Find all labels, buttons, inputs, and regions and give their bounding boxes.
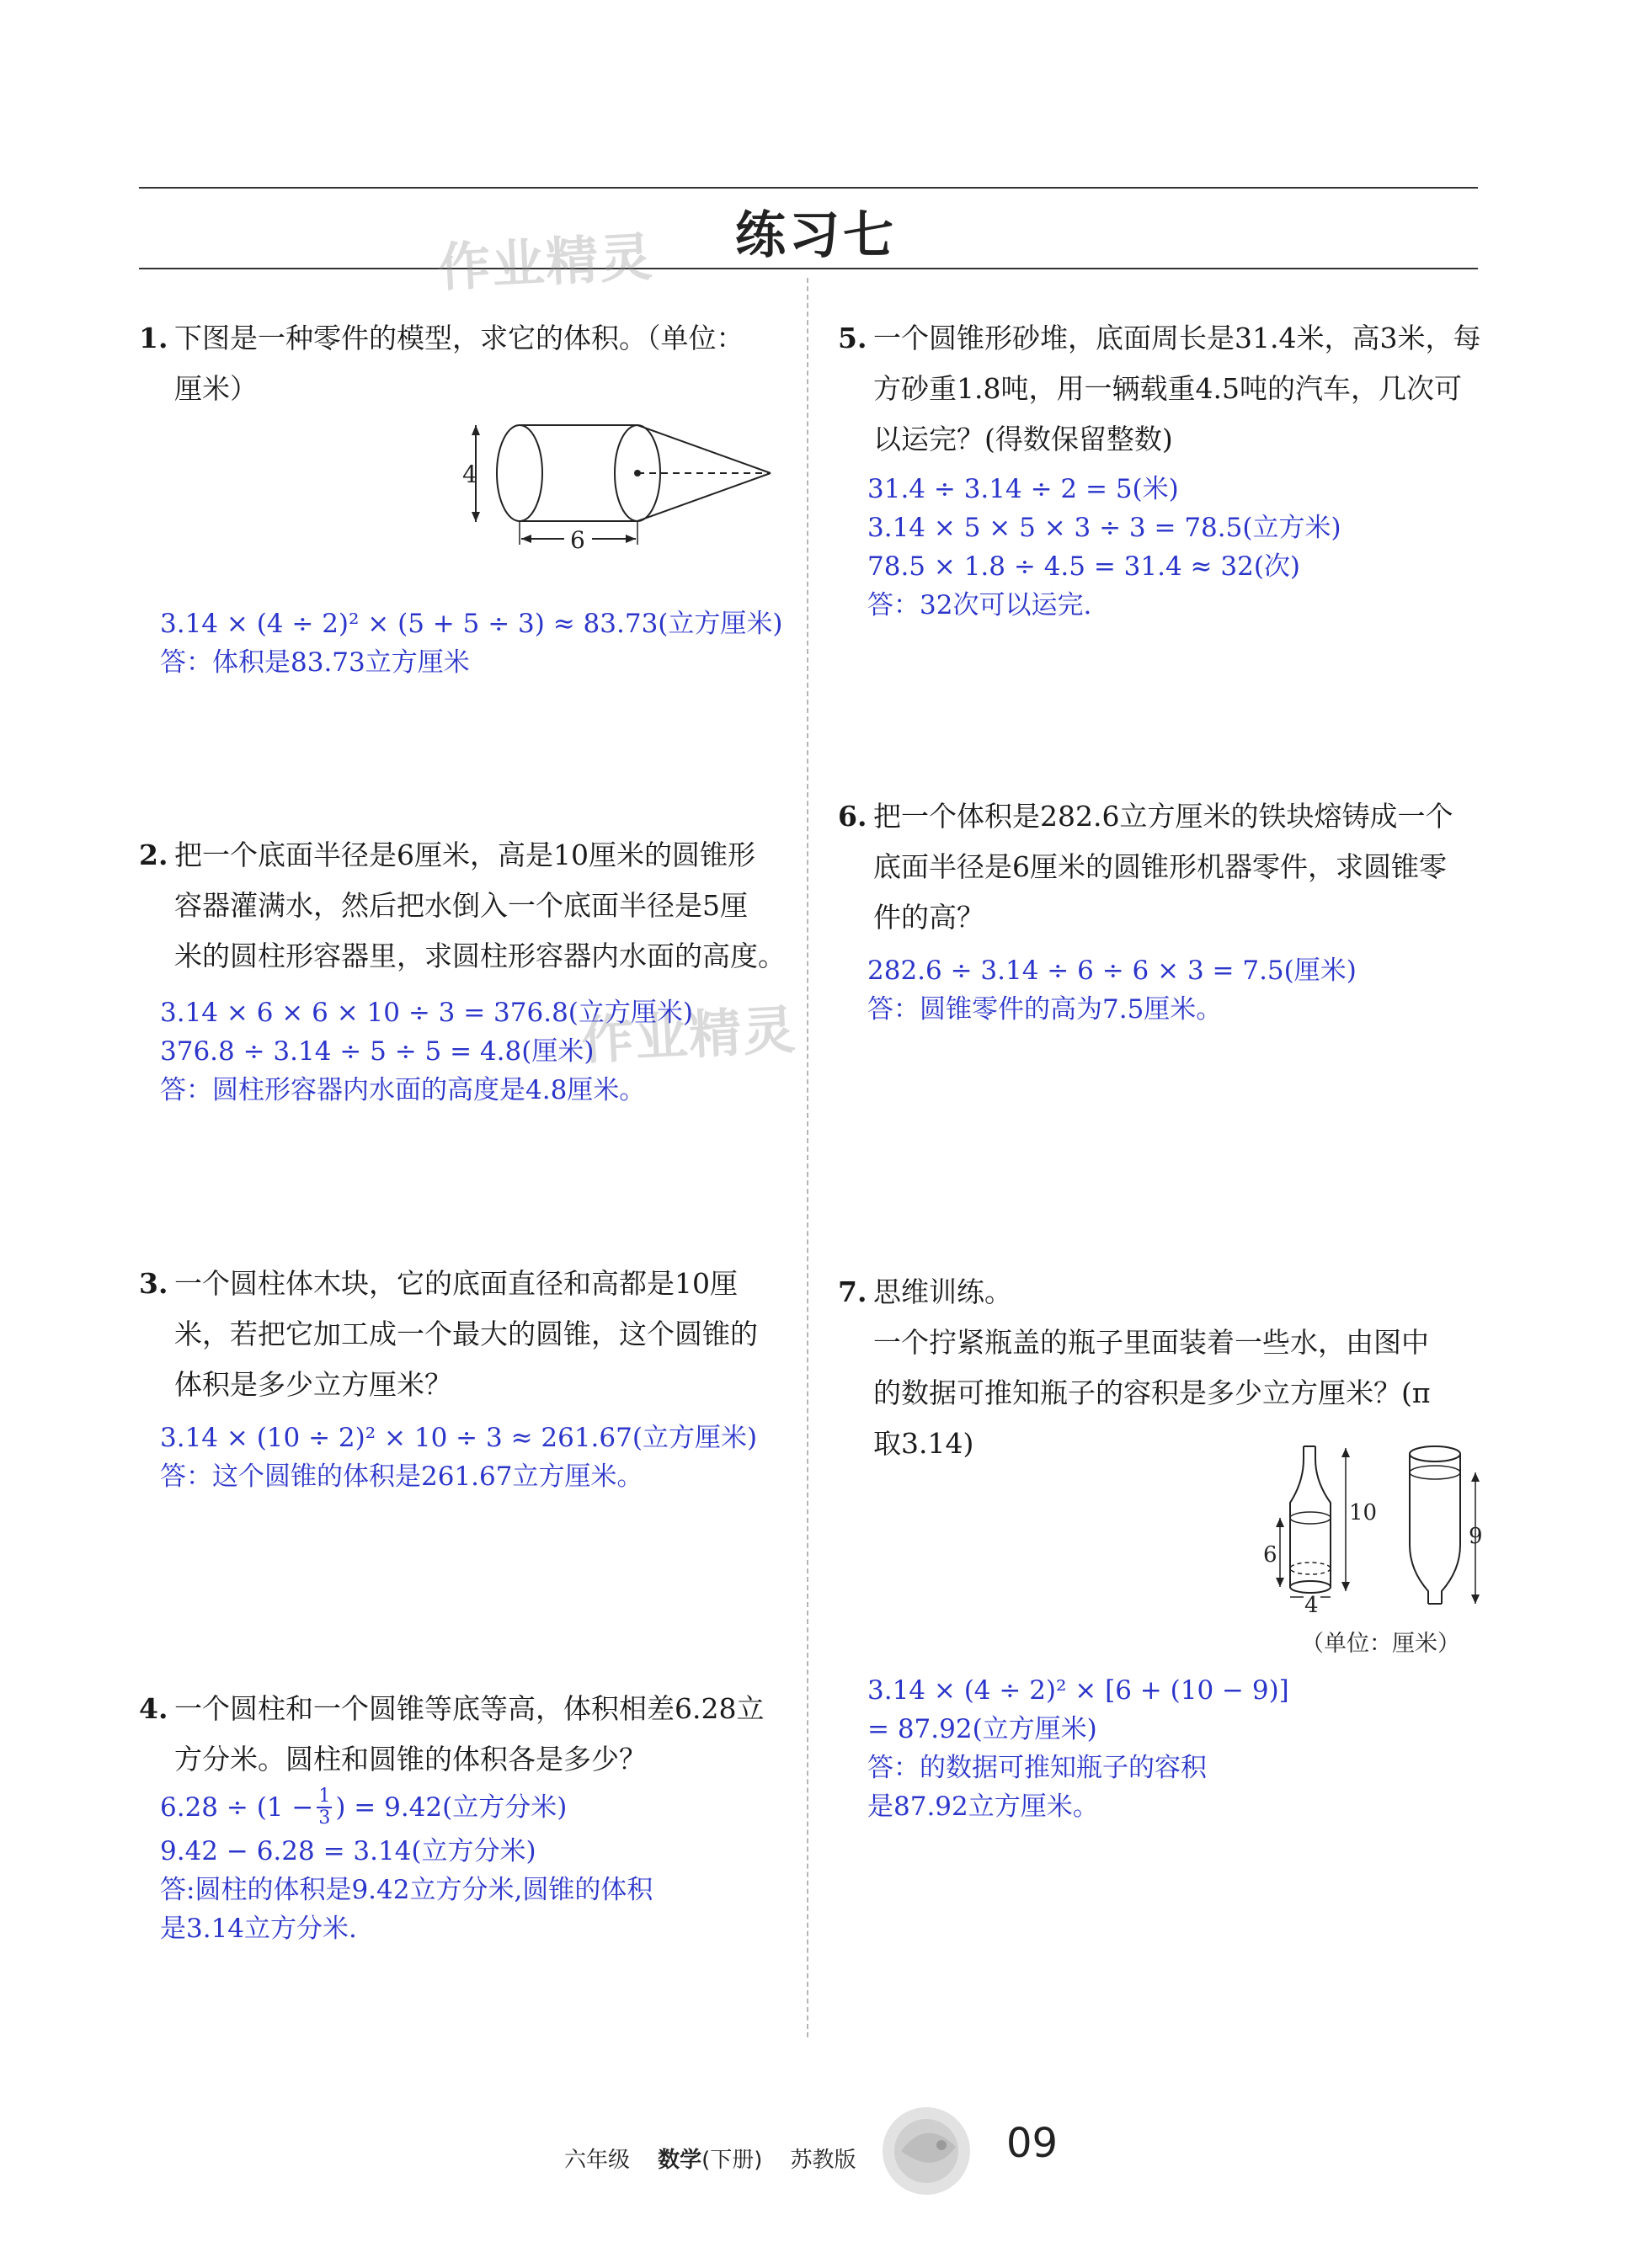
question-6	[838, 791, 1495, 943]
answer-line: 376.8 ÷ 3.14 ÷ 5 ÷ 5 = 4.8(厘米)	[160, 1036, 595, 1067]
question-text: 底面半径是6厘米的圆锥形机器零件，求圆锥零	[873, 850, 1447, 883]
question-text: 方砂重1.8吨，用一辆载重4.5吨的汽车，几次可	[873, 372, 1462, 405]
footer-subject: 数学	[658, 2148, 702, 2173]
question-text: 体积是多少立方厘米？	[174, 1368, 452, 1401]
question-text: 取3.14)	[873, 1427, 974, 1460]
watermark-text: 作业精灵	[436, 226, 656, 299]
question-text: 把一个体积是282.6立方厘米的铁块熔铸成一个	[873, 800, 1453, 833]
figure-label-width: 6	[570, 526, 585, 554]
answer-5	[867, 470, 1341, 625]
answer-line: 答：圆锥零件的高为7.5厘米。	[867, 994, 1223, 1025]
figure-unit-caption: （单位：厘米）	[1301, 1631, 1460, 1657]
figure-label-6: 6	[1263, 1542, 1277, 1568]
answer-line: 是3.14立方分米.	[160, 1914, 357, 1944]
question-number: 3.	[139, 1267, 168, 1300]
answer-7	[867, 1671, 1289, 1826]
answer-line: 答：圆柱形容器内水面的高度是4.8厘米。	[160, 1075, 646, 1105]
question-text: 一个圆柱体木块，它的底面直径和高都是10厘	[174, 1267, 738, 1300]
question-text: 米的圆柱形容器里，求圆柱形容器内水面的高度。	[174, 940, 786, 972]
answer-3	[160, 1419, 757, 1496]
question-5	[838, 313, 1486, 465]
answer-6	[867, 951, 1357, 1029]
page-title: 练习七	[735, 206, 897, 265]
answer-line: 282.6 ÷ 3.14 ÷ 6 ÷ 6 × 3 = 7.5(厘米)	[867, 956, 1357, 986]
fraction-denominator: 3	[318, 1807, 331, 1829]
question-text: 方分米。圆柱和圆锥的体积各是多少？	[174, 1743, 647, 1776]
question-text: 以运完？(得数保留整数)	[873, 423, 1173, 455]
answer-line: 答：这个圆锥的体积是261.67立方厘米。	[160, 1461, 643, 1492]
answer-line-fraction: 6.28 ÷ (1 − $\frac{1}{3}$ ) = 9.42(立方分米)	[160, 1786, 568, 1829]
footer-edition: 苏教版	[790, 2148, 856, 2173]
fraction	[317, 1786, 332, 1829]
question-7	[838, 1267, 1495, 1469]
footer-logo-icon	[876, 2096, 985, 2206]
question-2	[139, 830, 796, 982]
answer-line: 3.14 × 6 × 6 × 10 ÷ 3 = 376.8(立方厘米)	[160, 998, 693, 1028]
question-number: 4.	[139, 1692, 168, 1725]
watermark-text: 作业精灵	[579, 998, 799, 1072]
footer	[564, 2143, 856, 2174]
question-text: 一个拧紧瓶盖的瓶子里面装着一些水，由图中	[873, 1326, 1429, 1359]
answer-line: 3.14 × (10 ÷ 2)² × 10 ÷ 3 ≈ 261.67(立方厘米)	[160, 1423, 758, 1453]
answer-line: 31.4 ÷ 3.14 ÷ 2 = 5(米)	[867, 474, 1179, 504]
answer-line: 3.14 × 5 × 5 × 3 ÷ 3 = 78.5(立方米)	[867, 513, 1341, 543]
answer-line: 3.14 × (4 ÷ 2)² × (5 + 5 ÷ 3) ≈ 83.73(立方厘米)	[160, 609, 783, 639]
question-number: 7.	[838, 1275, 867, 1308]
question-1	[139, 313, 787, 414]
question-number: 5.	[838, 322, 867, 354]
figure-label-10: 10	[1349, 1500, 1378, 1525]
question-text: 的数据可推知瓶子的容积是多少立方厘米？(π	[873, 1376, 1431, 1409]
question-text: 米，若把它加工成一个最大的圆锥，这个圆锥的	[174, 1318, 758, 1350]
answer-line: 答：的数据可推知瓶子的容积	[867, 1753, 1207, 1783]
answer-line: 78.5 × 1.8 ÷ 4.5 = 31.4 ≈ 32(次)	[867, 551, 1301, 582]
footer-grade: 六年级	[564, 2148, 631, 2173]
question-number: 2.	[139, 839, 168, 871]
question-text: 思维训练。	[873, 1275, 1012, 1308]
answer-1	[160, 604, 782, 682]
answer-4	[160, 1783, 653, 1948]
figure-label-4: 4	[1304, 1593, 1319, 1618]
bottle-figure	[1263, 1444, 1491, 1625]
answer-2	[160, 993, 693, 1110]
header-rule-top	[139, 187, 1478, 189]
page-number: 09	[1006, 2120, 1059, 2167]
figure-label-9: 9	[1469, 1524, 1483, 1549]
fraction-numerator: 1	[318, 1786, 331, 1807]
figure-label-height: 4	[462, 461, 477, 488]
answer-line: 9.42 − 6.28 = 3.14(立方分米)	[160, 1836, 536, 1866]
question-text: 下图是一种零件的模型，求它的体积。（单位：	[174, 322, 744, 354]
answer-line: 答：32次可以运完.	[867, 590, 1092, 620]
answer-line: 答：体积是83.73立方厘米	[160, 647, 470, 678]
column-divider	[807, 278, 808, 2037]
question-text: 一个圆柱和一个圆锥等底等高，体积相差6.28立	[174, 1692, 765, 1725]
question-text: 厘米）	[174, 372, 258, 405]
footer-volume: (下册)	[701, 2148, 763, 2173]
question-number: 6.	[838, 800, 867, 833]
question-3	[139, 1259, 796, 1410]
question-text: 一个圆锥形砂堆，底面周长是31.4米，高3米，每	[873, 322, 1481, 354]
question-text: 容器灌满水，然后把水倒入一个底面半径是5厘	[174, 889, 748, 922]
question-text: 件的高？	[873, 901, 984, 934]
header-rule-bottom	[139, 268, 1478, 269]
question-text: 把一个底面半径是6厘米，高是10厘米的圆锥形	[174, 839, 755, 871]
answer-line: 3.14 × (4 ÷ 2)² × [6 + (10 − 9)]	[867, 1675, 1289, 1706]
answer-line: = 87.92(立方厘米)	[867, 1714, 1097, 1744]
question-number: 1.	[139, 322, 168, 354]
answer-line: 是87.92立方厘米。	[867, 1792, 1099, 1822]
answer-line: 答:圆柱的体积是9.42立方分米,圆锥的体积	[160, 1875, 653, 1905]
cylinder-cone-figure	[459, 417, 796, 560]
question-4	[139, 1684, 796, 1785]
